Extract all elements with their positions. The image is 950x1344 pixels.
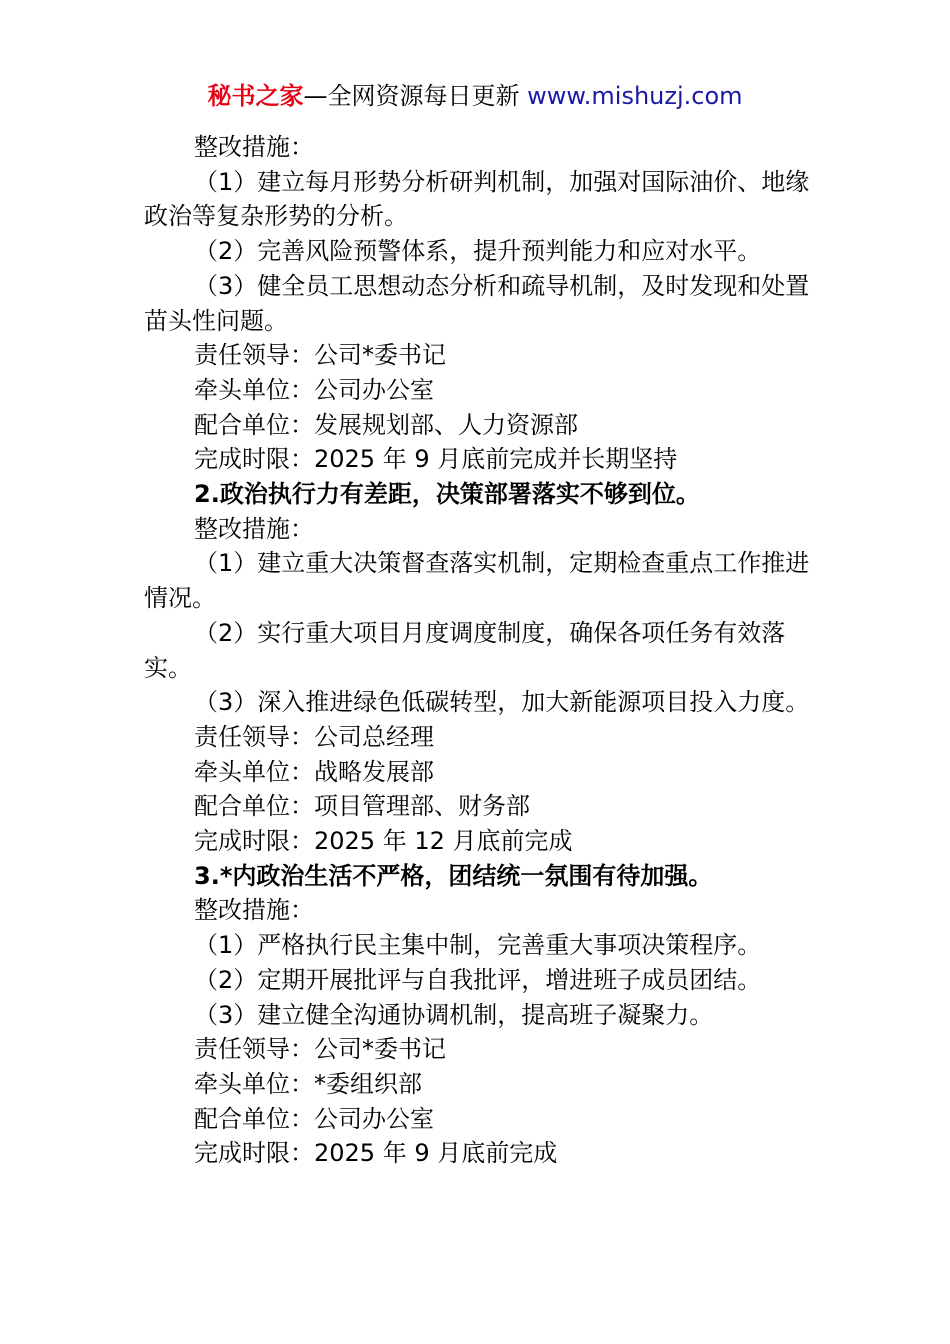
paragraph: （1）严格执行民主集中制，完善重大事项决策程序。 bbox=[194, 931, 762, 960]
site-header bbox=[0, 80, 950, 112]
paragraph: （2）定期开展批评与自我批评，增进班子成员团结。 bbox=[194, 965, 762, 994]
paragraph: 牵头单位：公司办公室 bbox=[194, 375, 434, 404]
paragraph: 配合单位：公司办公室 bbox=[194, 1104, 434, 1133]
paragraph: （3）深入推进绿色低碳转型，加大新能源项目投入力度。 bbox=[194, 688, 810, 717]
brand-name: 秘书之家 bbox=[207, 82, 304, 110]
paragraph: 责任领导：公司总经理 bbox=[194, 722, 434, 751]
paragraph: 完成时限：2025 年 12 月底前完成 bbox=[194, 827, 573, 856]
paragraph: 完成时限：2025 年 9 月底前完成 bbox=[194, 1139, 558, 1168]
section-heading: 3.*内政治生活不严格，团结统一氛围有待加强。 bbox=[194, 861, 713, 890]
paragraph: 牵头单位：*委组织部 bbox=[194, 1069, 422, 1098]
paragraph: 整改措施： bbox=[194, 514, 314, 543]
paragraph: 完成时限：2025 年 9 月底前完成并长期坚持 bbox=[194, 445, 678, 474]
paragraph: 整改措施： bbox=[194, 133, 314, 161]
paragraph: （2）实行重大项目月度调度制度，确保各项任务有效落实。 bbox=[144, 618, 786, 682]
paragraph: 责任领导：公司*委书记 bbox=[194, 341, 446, 370]
paragraph: 配合单位：项目管理部、财务部 bbox=[194, 792, 530, 821]
paragraph: 牵头单位：战略发展部 bbox=[194, 757, 434, 786]
paragraph: 配合单位：发展规划部、人力资源部 bbox=[194, 410, 578, 439]
paragraph: （1）建立重大决策督查落实机制，定期检查重点工作推进情况。 bbox=[144, 549, 810, 613]
site-url-link[interactable]: www.mishuzj.com bbox=[527, 82, 743, 110]
paragraph: （3）建立健全沟通协调机制，提高班子凝聚力。 bbox=[194, 1000, 714, 1029]
section-heading: 2.政治执行力有差距，决策部署落实不够到位。 bbox=[194, 480, 700, 509]
document-body bbox=[144, 130, 814, 1171]
header-tagline: —全网资源每日更新 bbox=[303, 82, 528, 110]
paragraph: 整改措施： bbox=[194, 896, 314, 925]
paragraph: （1）建立每月形势分析研判机制，加强对国际油价、地缘政治等复杂形势的分析。 bbox=[144, 167, 810, 231]
paragraph: 责任领导：公司*委书记 bbox=[194, 1035, 446, 1064]
paragraph: （2）完善风险预警体系，提升预判能力和应对水平。 bbox=[194, 237, 762, 266]
paragraph: （3）健全员工思想动态分析和疏导机制，及时发现和处置苗头性问题。 bbox=[144, 271, 810, 335]
